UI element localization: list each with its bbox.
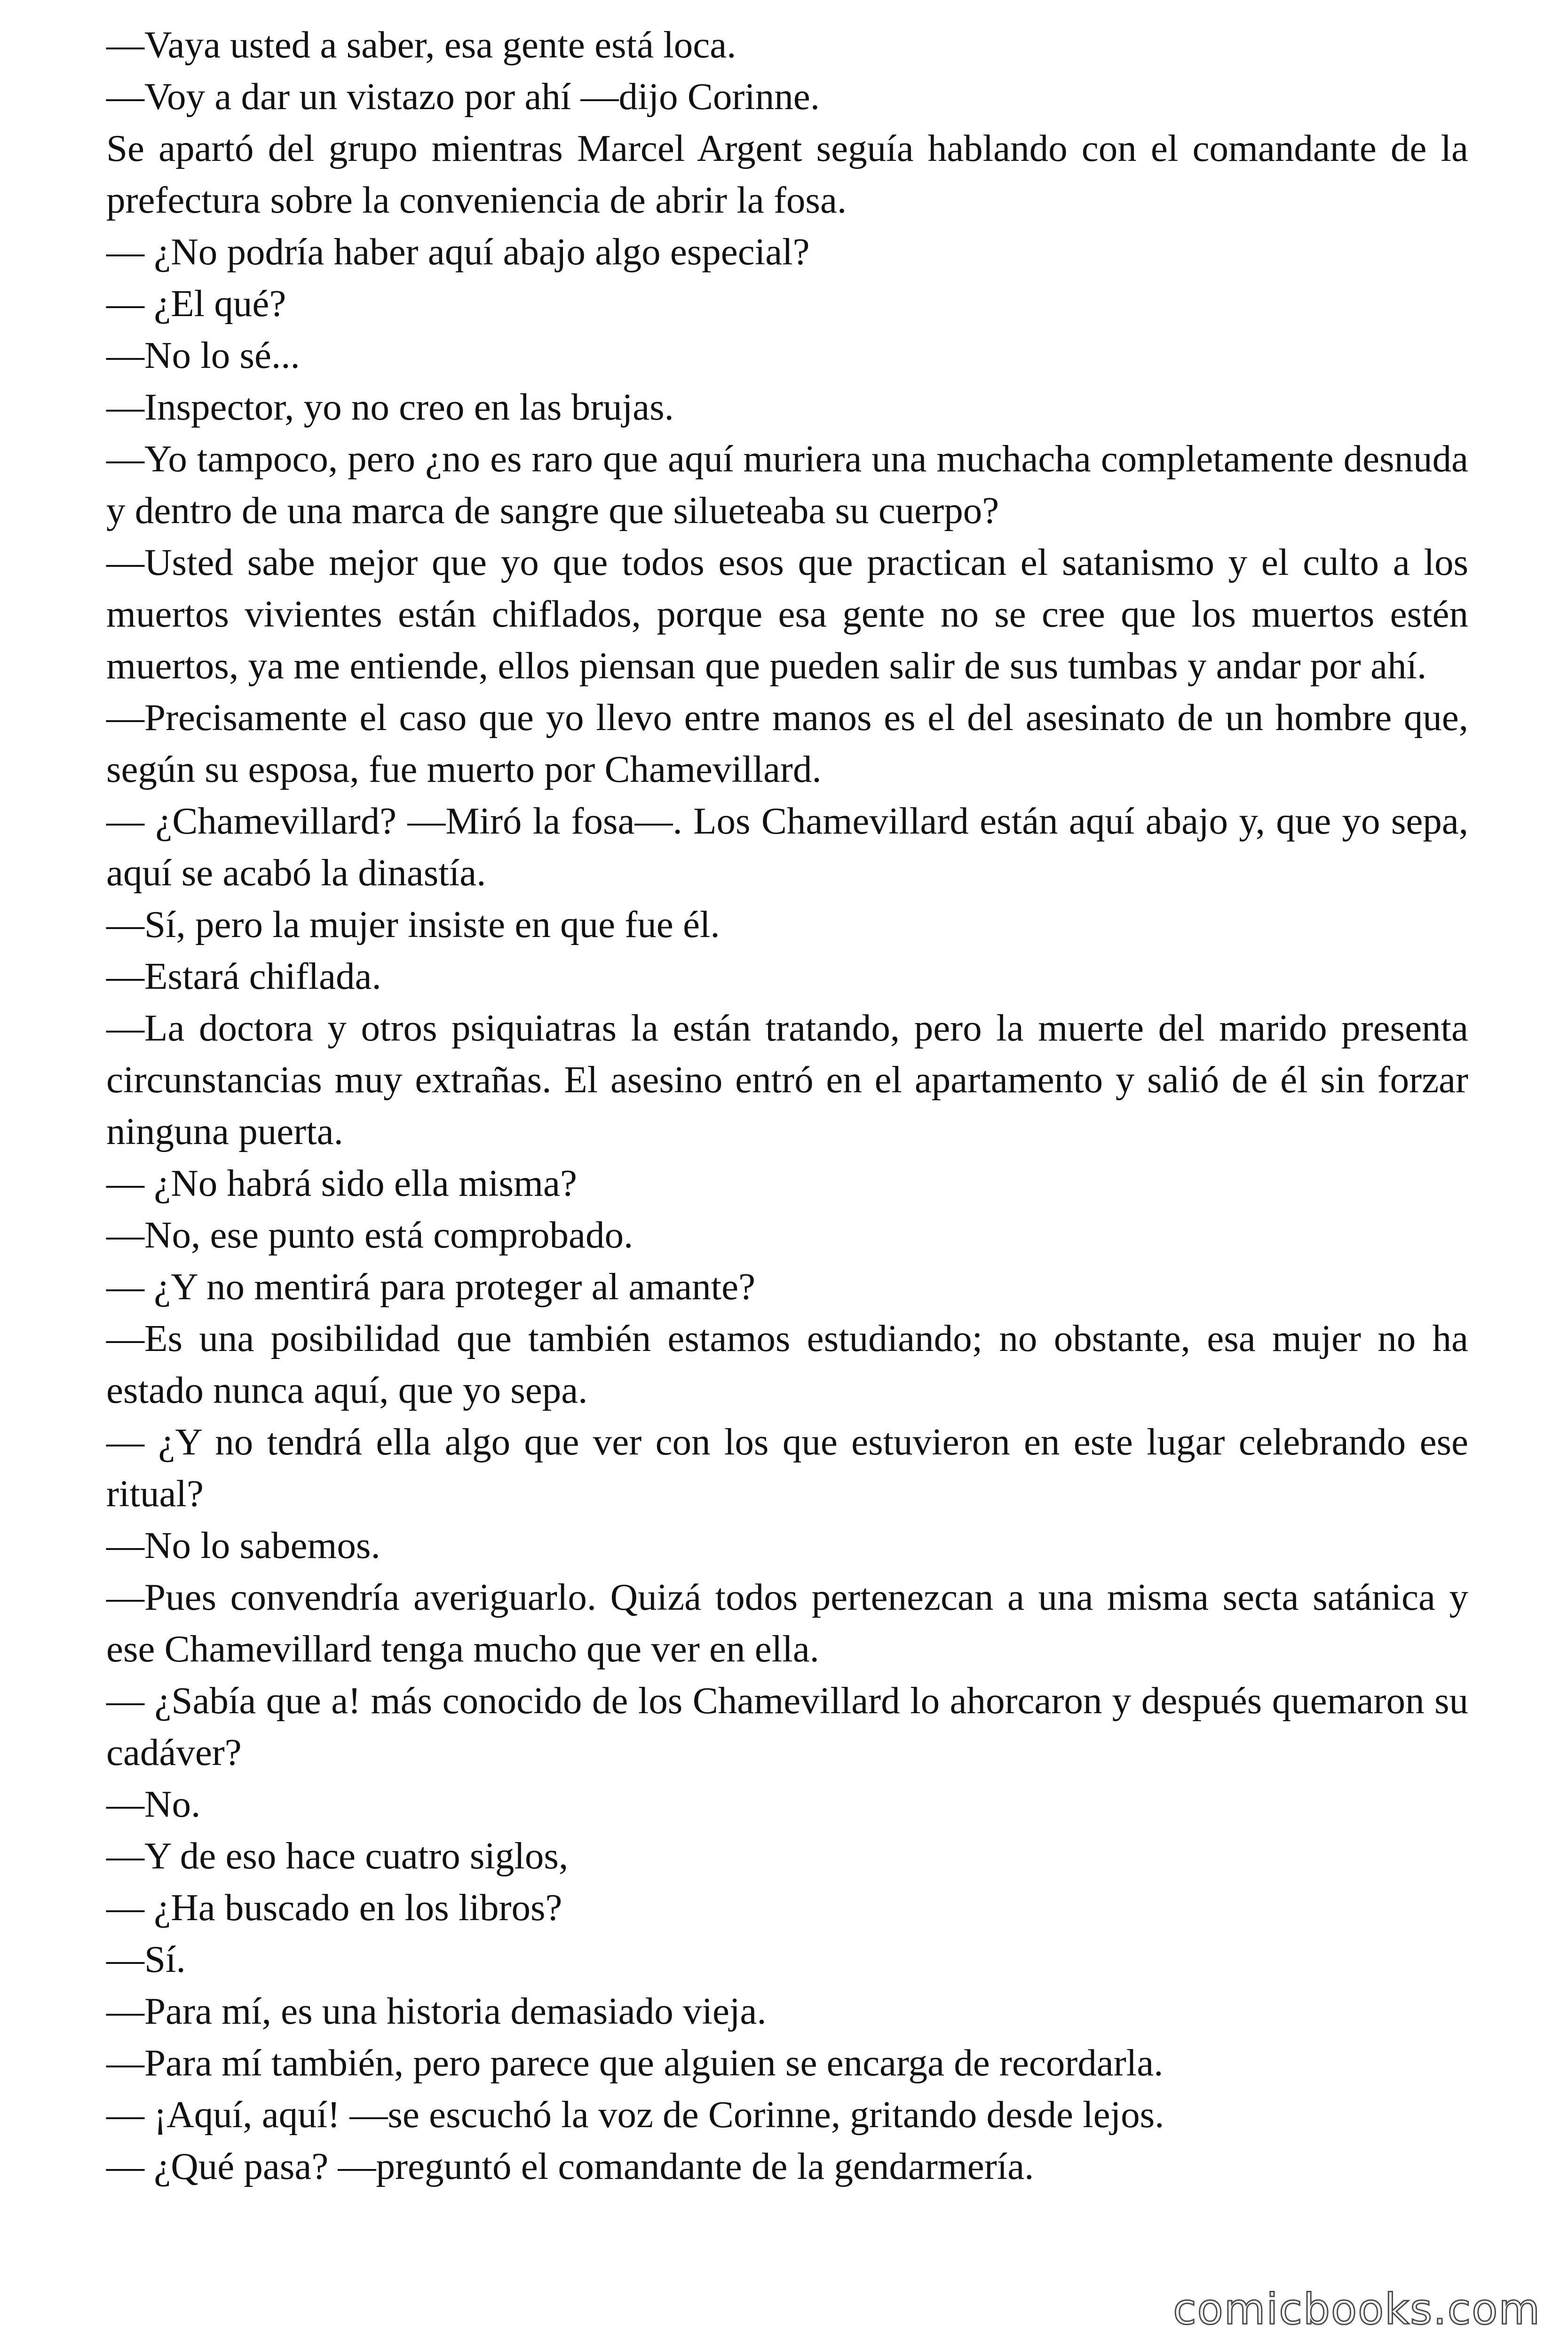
paragraph: —Voy a dar un vistazo por ahí —dijo Corinne. bbox=[106, 75, 820, 118]
paragraph: —No, ese punto está comprobado. bbox=[106, 1214, 634, 1256]
paragraph: —Es una posibilidad que también estamos estudiando; no obstante, esa mujer no ha estado nunca aquí, que yo sepa. bbox=[106, 1317, 1468, 1411]
paragraph: —No lo sabemos. bbox=[106, 1524, 380, 1566]
paragraph: —Yo tampoco, pero ¿no es raro que aquí muriera una muchacha completamente desnuda y dentro de una marca de sangre que silueteaba su cuerpo? bbox=[106, 437, 1468, 532]
paragraph: — ¿El qué? bbox=[106, 282, 286, 325]
paragraph: — ¿No habrá sido ella misma? bbox=[106, 1162, 577, 1204]
paragraph: — ¿Chamevillard? —Miró la fosa—. Los Chamevillard están aquí abajo y, que yo sepa, aquí se acabó la dinastía. bbox=[106, 800, 1468, 894]
paragraph: —Para mí, es una historia demasiado vieja. bbox=[106, 1990, 767, 2032]
paragraph: —Precisamente el caso que yo llevo entre manos es el del asesinato de un hombre que, según su esposa, fue muerto por Chamevillard. bbox=[106, 696, 1468, 790]
paragraph: —Sí. bbox=[106, 1938, 186, 1980]
paragraph: —Para mí también, pero parece que alguien se encarga de recordarla. bbox=[106, 2042, 1164, 2084]
paragraph: —Estará chiflada. bbox=[106, 955, 381, 997]
paragraph: —Sí, pero la mujer insiste en que fue él. bbox=[106, 903, 720, 946]
paragraph: —No lo sé... bbox=[106, 334, 300, 376]
paragraph: — ¿Y no tendrá ella algo que ver con los que estuvieron en este lugar celebrando ese ritual? bbox=[106, 1421, 1468, 1515]
paragraph: — ¿No podría haber aquí abajo algo especial? bbox=[106, 230, 810, 273]
paragraph: —Y de eso hace cuatro siglos, bbox=[106, 1835, 569, 1877]
paragraph: — ¡Aquí, aquí! —se escuchó la voz de Corinne, gritando desde lejos. bbox=[106, 2093, 1164, 2136]
site-watermark: comicbooks.com bbox=[1173, 2285, 1541, 2334]
paragraph: —Pues convendría averiguarlo. Quizá todos pertenezcan a una misma secta satánica y ese Chamevillard tenga mucho que ver en ella. bbox=[106, 1576, 1468, 1670]
book-page-text bbox=[106, 19, 1468, 2192]
paragraph: — ¿Ha buscado en los libros? bbox=[106, 1886, 562, 1929]
paragraph: — ¿Qué pasa? —preguntó el comandante de la gendarmería. bbox=[106, 2145, 1034, 2187]
paragraph: — ¿Sabía que a! más conocido de los Chamevillard lo ahorcaron y después quemaron su cadáver? bbox=[106, 1679, 1468, 1773]
paragraph: —Inspector, yo no creo en las brujas. bbox=[106, 386, 674, 428]
paragraph: Se apartó del grupo mientras Marcel Argent seguía hablando con el comandante de la prefectura sobre la conveniencia de abrir la fosa. bbox=[106, 127, 1468, 221]
paragraph: —No. bbox=[106, 1783, 201, 1825]
paragraph: —La doctora y otros psiquiatras la están tratando, pero la muerte del marido presenta circunstancias muy extrañas. El asesino entró en el apartamento y salió de él sin forzar ninguna puerta. bbox=[106, 1007, 1468, 1152]
paragraph: —Vaya usted a saber, esa gente está loca. bbox=[106, 24, 736, 66]
paragraph: —Usted sabe mejor que yo que todos esos que practican el satanismo y el culto a los muertos vivientes están chiflados, porque esa gente no se cree que los muertos estén muertos, ya me entiende, ellos piensan que pueden salir de sus tumbas y andar por ahí. bbox=[106, 541, 1468, 687]
paragraph: — ¿Y no mentirá para proteger al amante? bbox=[106, 1265, 756, 1308]
